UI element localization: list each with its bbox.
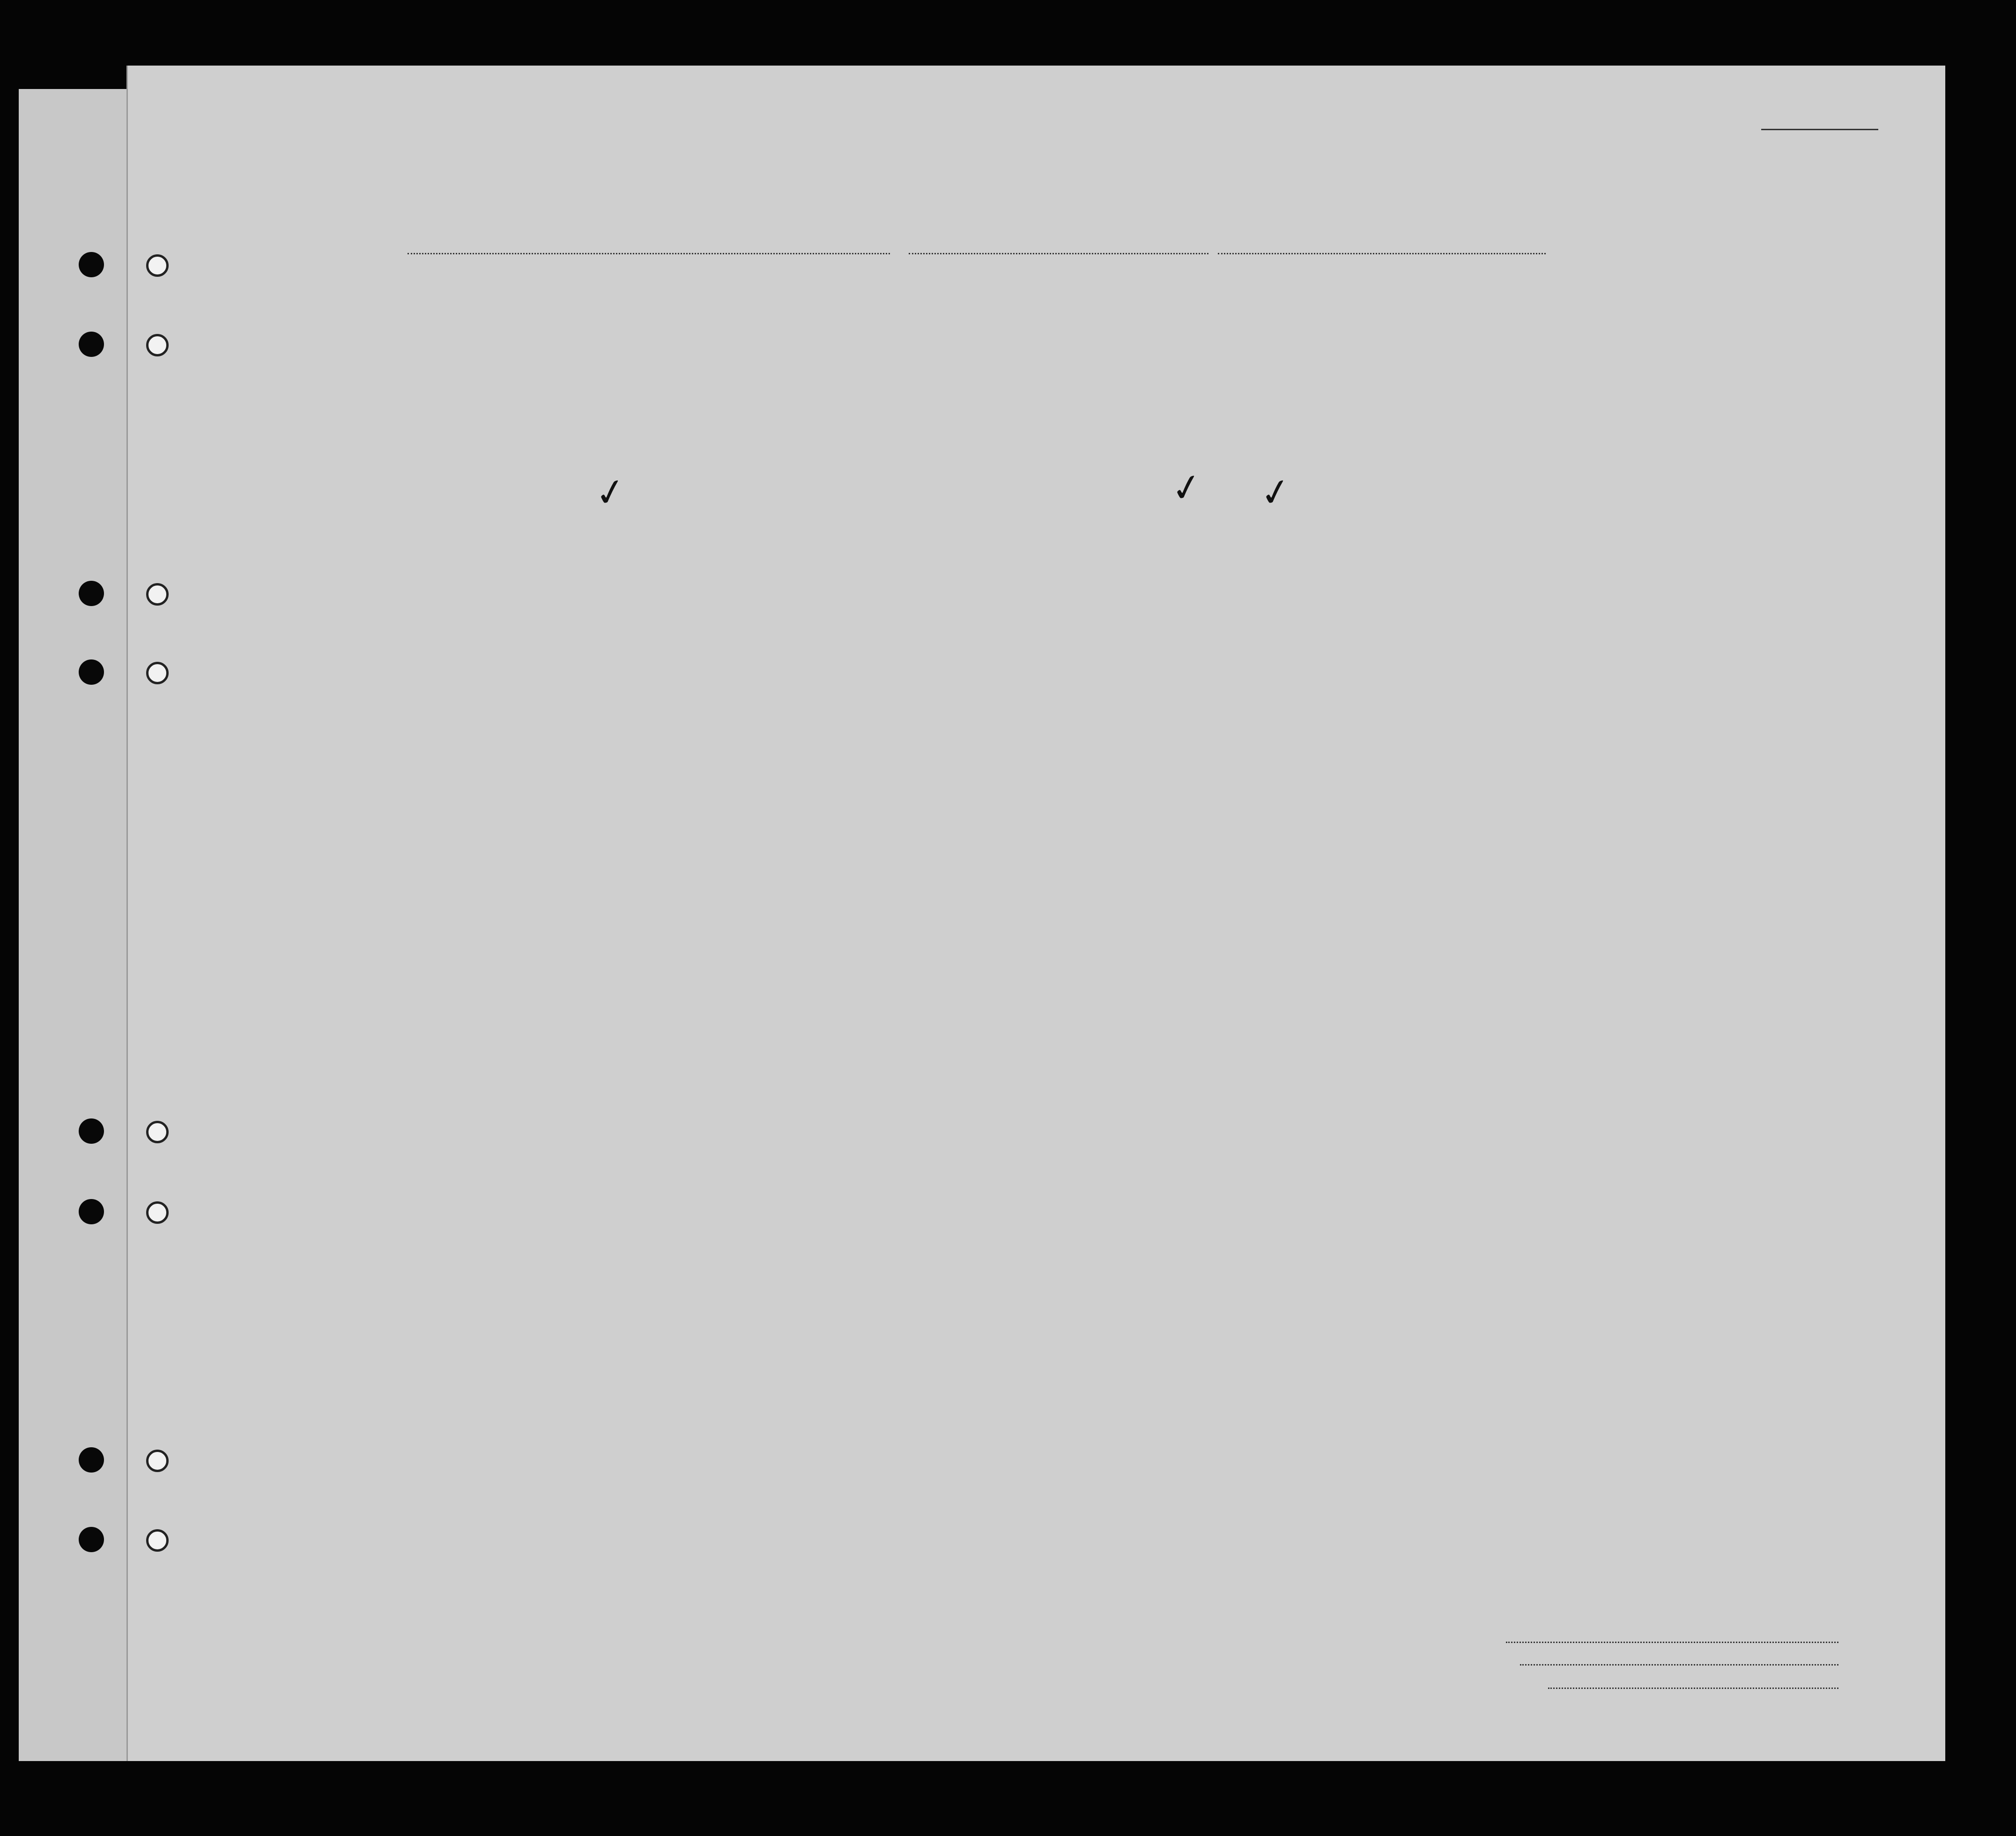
header-prison (1300, 328, 1328, 436)
punch-hole (79, 581, 104, 606)
purpose-checkmark-2: ✓ (1256, 468, 1295, 517)
city-checkmark: ✓ (591, 468, 630, 517)
punch-hole (79, 1199, 104, 1224)
punch-hole (79, 1447, 104, 1473)
agents-signature-line (1548, 1688, 1838, 1689)
date-line (909, 253, 1208, 254)
punch-hole (79, 659, 104, 685)
header-purpose-a (1192, 342, 1218, 436)
header-deported-1yr (1478, 328, 1492, 436)
punch-hole (79, 332, 104, 357)
punch-hole (146, 1201, 169, 1224)
header-deported-any (1499, 328, 1513, 436)
purpose-checkmark: ✓ (1167, 463, 1206, 512)
punch-hole (146, 662, 169, 684)
punch-hole (79, 1118, 104, 1144)
header-purpose-c (1265, 342, 1283, 436)
year-line (1218, 253, 1546, 254)
punch-hole (146, 1121, 169, 1143)
header-overthrow (1389, 328, 1429, 436)
punch-hole (146, 583, 169, 606)
line-signature-line (1506, 1642, 1838, 1643)
owners-signature-line (1520, 1664, 1838, 1666)
punch-hole (79, 252, 104, 277)
punch-hole (146, 1529, 169, 1552)
header-purpose-b (1230, 342, 1255, 436)
port-line (408, 253, 890, 254)
punch-hole (146, 1450, 169, 1472)
punch-hole (146, 334, 169, 356)
header-offer-labor (1436, 328, 1471, 436)
punch-hole (79, 1527, 104, 1552)
list-underline (1761, 129, 1878, 130)
punch-hole (146, 254, 169, 277)
